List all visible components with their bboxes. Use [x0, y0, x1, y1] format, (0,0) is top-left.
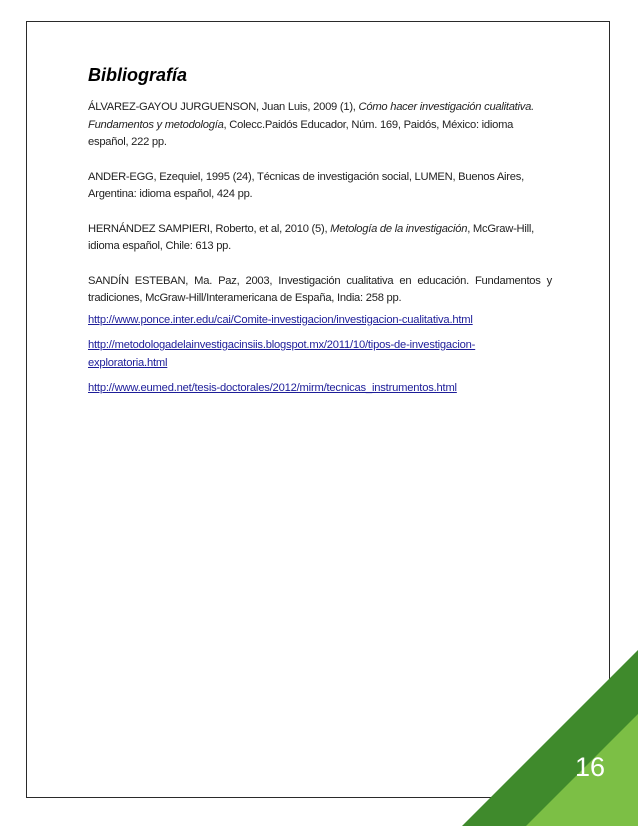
bibliography-section — [88, 64, 552, 406]
entry-title-text: Metología de la investigación — [330, 222, 468, 235]
entry-text: , Colecc.Paidós Educador, Núm. 169, Paidós, México: idioma español, 222 pp. — [88, 118, 514, 148]
reference-link[interactable]: http://www.ponce.inter.edu/cai/Comite-investigacion/investigacion-cualitativa.html — [88, 313, 473, 326]
bibliography-entry — [88, 221, 552, 256]
page-number: 16 — [575, 752, 606, 782]
reference-link[interactable]: http://www.eumed.net/tesis-doctorales/2012/mirm/tecnicas_instrumentos.html — [88, 382, 457, 394]
reference-link[interactable]: http://metodologadelainvestigacinsiis.blogspot.mx/2011/10/tipos-de-investigacion-exploratoria.html — [88, 339, 476, 369]
entry-text: , McGraw-Hill, idioma español, Chile: 613 pp. — [88, 222, 534, 252]
entry-text: ANDER-EGG, Ezequiel, 1995 (24), Técnicas de investigación social, LUMEN, Buenos Aires, Argentina: idioma español, 424 pp. — [88, 170, 524, 200]
bibliography-entry — [88, 169, 552, 204]
bibliography-heading: Bibliografía — [88, 65, 188, 85]
corner-decoration — [462, 650, 638, 826]
entry-text: HERNÁNDEZ SAMPIERI, Roberto, et al, 2010 (5), — [88, 222, 331, 235]
bibliography-entry — [88, 99, 552, 152]
entry-text: ÁLVAREZ-GAYOU JURGUENSON, Juan Luis, 2009 (1), — [88, 101, 359, 113]
entry-text: SANDÍN ESTEBAN, Ma. Paz, 2003, Investigación cualitativa en educación. Fundamentos y tradiciones, McGraw-Hill/Interamericana de España, India: 258 pp. — [88, 274, 552, 304]
entry-title-text: Cómo hacer investigación cualitativa. Fundamentos y metodología — [88, 101, 534, 131]
bibliography-entry — [88, 273, 552, 308]
